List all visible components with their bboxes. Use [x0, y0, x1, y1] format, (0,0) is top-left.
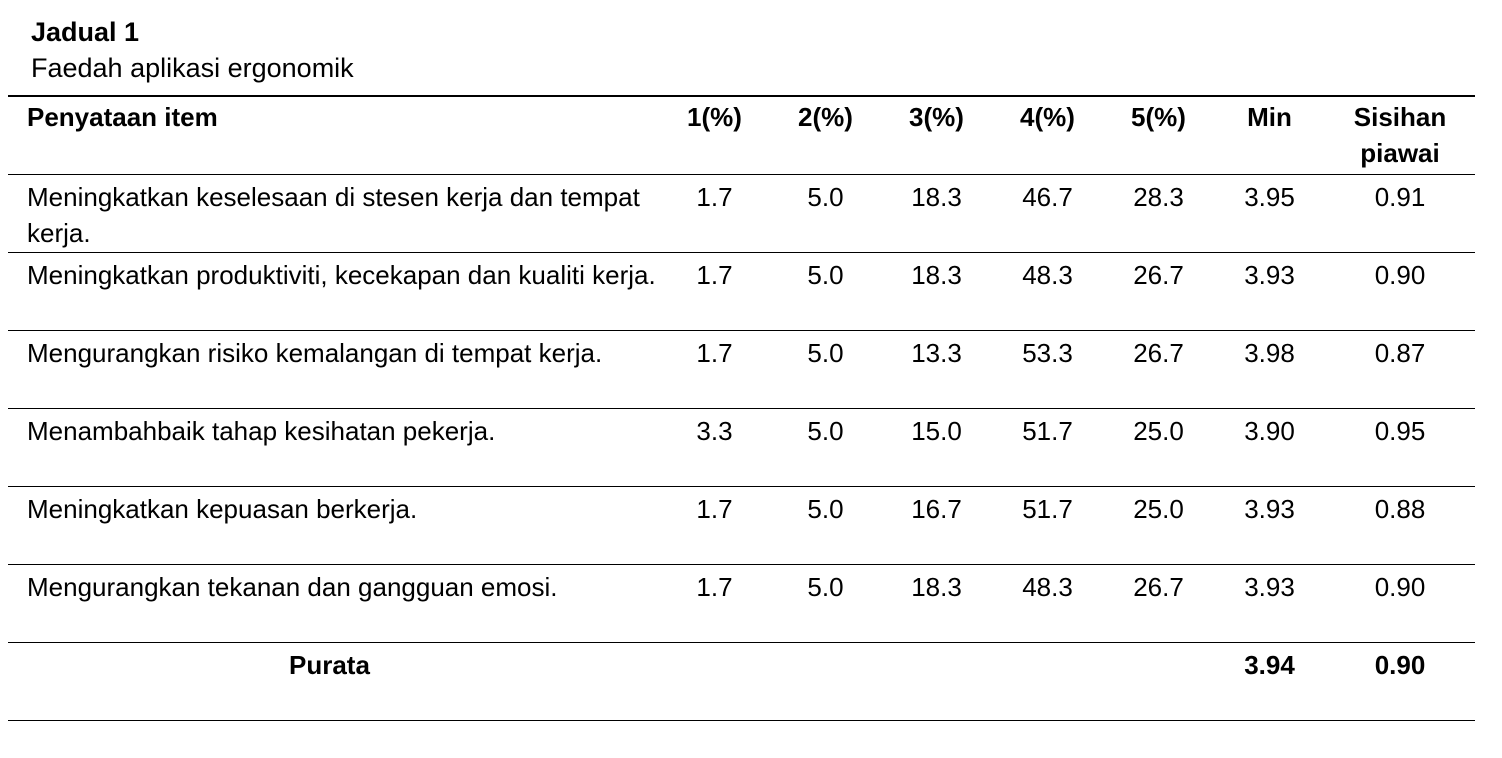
cell-3: 18.3: [911, 181, 962, 212]
cell-4: 46.7: [1022, 181, 1073, 212]
cell-1: 1.7: [696, 337, 733, 368]
cell-sd: 0.90: [1374, 571, 1426, 602]
cell-sd: 0.87: [1374, 337, 1426, 368]
cell-1: 1.7: [696, 493, 733, 524]
cell-min: 3.95: [1244, 181, 1295, 212]
cell-2: 5.0: [807, 571, 844, 602]
header-min: Min: [1247, 102, 1292, 132]
cell-5: 25.0: [1133, 493, 1184, 524]
cell-sd: 0.91: [1374, 181, 1426, 212]
cell-min: 3.93: [1244, 571, 1295, 602]
cell-5: 26.7: [1133, 337, 1184, 368]
cell-min: 3.93: [1244, 259, 1295, 290]
data-table: [8, 95, 1475, 721]
table-row: [8, 252, 1475, 330]
table-caption: [31, 14, 354, 86]
cell-sd: 0.95: [1374, 415, 1426, 446]
cell-4: 53.3: [1022, 337, 1073, 368]
table-row: [8, 564, 1475, 642]
average-min: 3.94: [1244, 649, 1295, 680]
cell-min: 3.93: [1244, 493, 1295, 524]
cell-3: 13.3: [911, 337, 962, 368]
cell-2: 5.0: [807, 181, 844, 212]
cell-sd: 0.88: [1374, 493, 1426, 524]
cell-3: 16.7: [911, 493, 962, 524]
cell-3: 18.3: [911, 571, 962, 602]
table-row: [8, 408, 1475, 486]
cell-item: Meningkatkan produktiviti, kecekapan dan kualiti kerja.: [27, 259, 656, 290]
cell-5: 25.0: [1133, 415, 1184, 446]
header-5: 5(%): [1131, 102, 1186, 132]
cell-2: 5.0: [807, 493, 844, 524]
average-label: Purata: [289, 649, 370, 680]
cell-3: 18.3: [911, 259, 962, 290]
header-sd: Sisihan piawai: [1353, 102, 1447, 168]
cell-4: 48.3: [1022, 571, 1073, 602]
table-title: Jadual 1: [31, 17, 140, 47]
header-3: 3(%): [909, 102, 964, 132]
header-2: 2(%): [798, 102, 853, 132]
cell-5: 26.7: [1133, 571, 1184, 602]
cell-item: Mengurangkan tekanan dan gangguan emosi.: [27, 571, 558, 602]
table-row: [8, 174, 1475, 252]
header-1: 1(%): [687, 102, 742, 132]
cell-5: 28.3: [1133, 181, 1184, 212]
cell-1: 3.3: [696, 415, 733, 446]
cell-sd: 0.90: [1374, 259, 1426, 290]
cell-3: 15.0: [911, 415, 962, 446]
cell-item: Mengurangkan risiko kemalangan di tempat kerja.: [27, 337, 603, 368]
cell-2: 5.0: [807, 337, 844, 368]
cell-min: 3.98: [1244, 337, 1295, 368]
table-subtitle: Faedah aplikasi ergonomik: [31, 53, 354, 83]
average-sd: 0.90: [1374, 649, 1426, 680]
cell-5: 26.7: [1133, 259, 1184, 290]
cell-item: Meningkatkan keselesaan di stesen kerja dan tempat kerja.: [27, 181, 640, 248]
cell-1: 1.7: [696, 571, 733, 602]
table-row: [8, 330, 1475, 408]
table-row: [8, 486, 1475, 564]
table-header-row: [8, 96, 1475, 174]
cell-4: 51.7: [1022, 415, 1073, 446]
cell-2: 5.0: [807, 259, 844, 290]
cell-4: 48.3: [1022, 259, 1073, 290]
cell-1: 1.7: [696, 259, 733, 290]
cell-2: 5.0: [807, 415, 844, 446]
cell-4: 51.7: [1022, 493, 1073, 524]
cell-min: 3.90: [1244, 415, 1295, 446]
header-item: Penyataan item: [27, 102, 218, 132]
header-4: 4(%): [1020, 102, 1075, 132]
cell-item: Meningkatkan kepuasan berkerja.: [27, 493, 418, 524]
cell-1: 1.7: [696, 181, 733, 212]
table-row-average: [8, 642, 1475, 720]
cell-item: Menambahbaik tahap kesihatan pekerja.: [27, 415, 496, 446]
